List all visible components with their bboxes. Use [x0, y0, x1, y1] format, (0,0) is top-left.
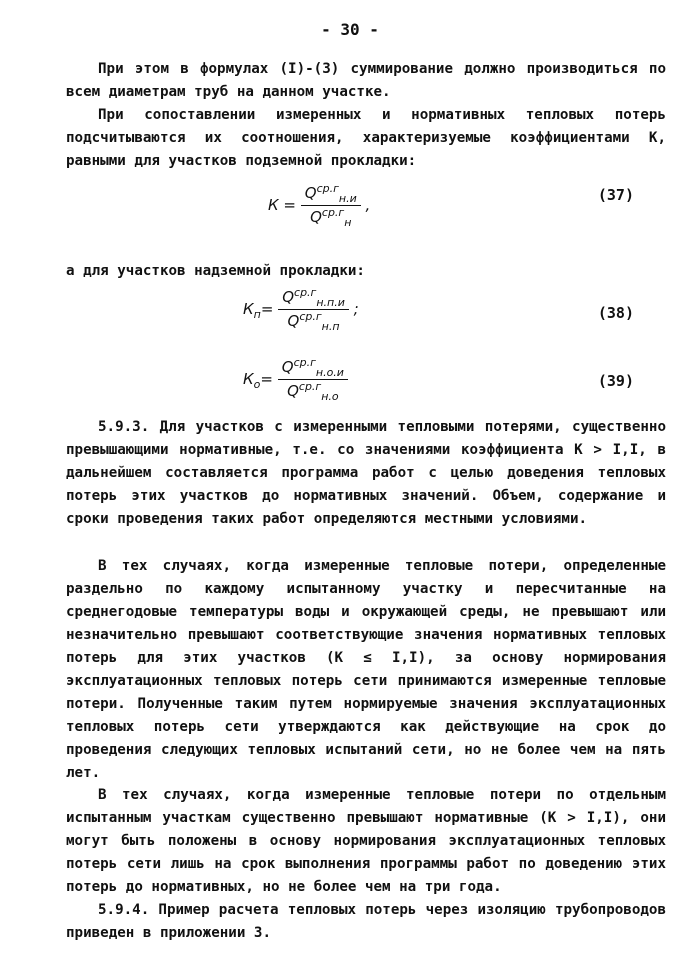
- formula-39-denominator: $Q^{ср.г}_{н.о}$: [287, 380, 339, 403]
- section-5-9-4: 5.9.4. Пример расчета тепловых потерь через изоляцию трубопроводов приведен в приложении 3.: [66, 902, 666, 941]
- formula-37-lhs: К =: [268, 196, 296, 214]
- equation-number-39: (39): [597, 372, 634, 390]
- equation-number-37: (37): [597, 186, 634, 204]
- formula-39-fraction: [278, 356, 348, 403]
- formula-37-fraction: [301, 182, 361, 229]
- formula-37: [268, 182, 370, 229]
- formula-39: [243, 356, 348, 403]
- formula-37-denominator: $Q^{ср.г}_н$: [310, 206, 352, 229]
- above-ground-intro: а для участков надземной прокладки:: [66, 263, 365, 279]
- section-5-9-3: 5.9.3. Для участков с измеренными тепловыми потерями, существенно превышающими нормативные, т.е. со значениями коэффициента К > I,I, в дальнейшем составляется программа работ с целью доведения тепловых потерь этих участков до нормативных значений. Объем, содержание и сроки проведения таких работ определяются местными условиями.: [66, 419, 666, 527]
- formula-39-numerator: $Q^{ср.г}_{н.о.и}$: [278, 356, 348, 380]
- formula-39-lhs: $К_о=$: [243, 370, 273, 391]
- formula-38-lhs: $К_п=$: [243, 300, 274, 321]
- formula-37-numerator: $Q^{ср.г}_{н.и}$: [301, 182, 361, 206]
- page-number: - 30 -: [321, 20, 379, 39]
- formula-37-tail: ,: [365, 196, 371, 214]
- paragraph-cases-2: В тех случаях, когда измеренные тепловые потери по отдельным испытанным участкам существенно превышают нормативные (К > I,I), они могут быть положены в основу нормирования эксплуатационных тепловых потерь сети лишь на срок выполнения программы работ по доведению этих потерь до нормативных, но не более чем на три года.: [66, 787, 666, 895]
- formula-38-fraction: [278, 286, 349, 333]
- intro-paragraph-1: При этом в формулах (I)-(3) суммирование должно производиться по всем диаметрам труб на данном участке.: [66, 61, 666, 100]
- paragraph-cases-1: В тех случаях, когда измеренные тепловые потери, определенные раздельно по каждому испытанному участку и пересчитанные на среднегодовые температуры воды и окружающей среды, не превышают или незначительно превышают соответствующие значения нормативных тепловых потерь для этих участков (К ≤ I,I), за основу нормирования эксплуатационных тепловых потерь сети принимаются измеренные тепловые потери. Полученные таким путем нормируемые значения эксплуатационных тепловых потерь сети утверждаются как действующие на срок до проведения следующих тепловых испытаний сети, но не более чем на пять лет.: [66, 558, 666, 781]
- intro-paragraph-2: При сопоставлении измеренных и нормативных тепловых потерь подсчитываются их соотношения, характеризуемые коэффициентами К, равными для участков подземной прокладки:: [66, 107, 666, 169]
- formula-38-tail: ;: [353, 300, 359, 318]
- formula-38-numerator: $Q^{ср.г}_{н.п.и}$: [278, 286, 349, 310]
- equation-number-38: (38): [597, 304, 634, 322]
- formula-38: [243, 286, 359, 333]
- formula-38-denominator: $Q^{ср.г}_{н.п}$: [287, 310, 340, 333]
